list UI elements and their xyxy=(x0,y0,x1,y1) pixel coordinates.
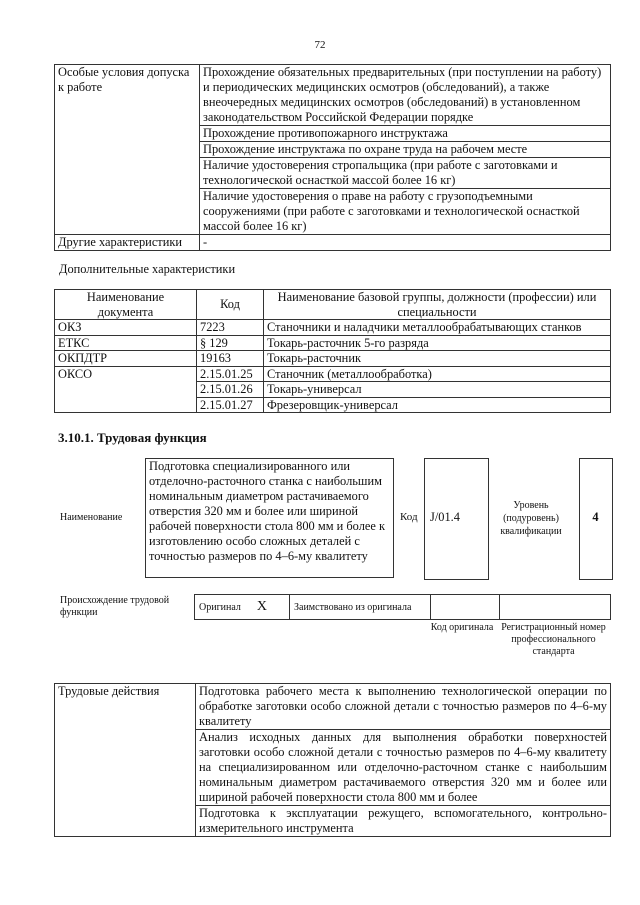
other-characteristics-label: Другие характеристики xyxy=(55,235,200,251)
name-cell: Станочник (металлообработка) xyxy=(264,366,611,382)
condition-item: Наличие удостоверения стропальщика (при работе с заготовками и технологической оснасткой массой более 16 кг) xyxy=(200,158,611,189)
doc-cell: ОКСО xyxy=(55,366,197,413)
condition-item: Прохождение противопожарного инструктажа xyxy=(200,126,611,142)
code-cell: 7223 xyxy=(197,320,264,336)
labour-action-item: Анализ исходных данных для выполнения обработки поверхностей заготовки особо сложной детали с точностью размеров по 4–6-му квалитету на специализированном или отделочно-расточном станке с наибольшим номинальным диаметром растачиваемого отверстия 320 мм и более или шириной рабочей поверхности стола 800 мм и более xyxy=(196,730,611,806)
table-row xyxy=(55,320,611,336)
name-cell: Токарь-универсал xyxy=(264,382,611,398)
table-row xyxy=(55,235,611,251)
code-cell: 2.15.01.25 xyxy=(197,366,264,382)
condition-item: Наличие удостоверения о праве на работу с грузоподъемными сооружениями (при работе с заготовками и технологической оснасткой массой более 16 кг) xyxy=(200,189,611,235)
name-cell: Станочники и наладчики металлообрабатывающих станков xyxy=(264,320,611,336)
original-code-cell xyxy=(431,595,500,620)
labour-actions-table xyxy=(54,683,611,837)
name-cell: Токарь-расточник xyxy=(264,351,611,367)
function-code-label: Код xyxy=(400,511,418,523)
special-conditions-table xyxy=(54,64,611,251)
code-cell: 2.15.01.26 xyxy=(197,382,264,398)
reg-number-caption: Регистрационный номер профессионального стандарта xyxy=(501,622,606,657)
labour-action-item: Подготовка рабочего места к выполнению технологической операции по обработке заготовки особо сложной детали с точностью размеров по 4–6-му квалитету xyxy=(196,684,611,730)
doc-cell: ОКЗ xyxy=(55,320,197,336)
original-mark: X xyxy=(256,599,268,614)
code-cell: § 129 xyxy=(197,335,264,351)
condition-item: Прохождение инструктажа по охране труда на рабочем месте xyxy=(200,142,611,158)
function-origin-label: Происхождение трудовой функции xyxy=(60,595,170,618)
table-header-row xyxy=(55,290,611,320)
additional-characteristics-heading: Дополнительные характеристики xyxy=(59,262,236,276)
code-cell: 19163 xyxy=(197,351,264,367)
table-row xyxy=(195,595,611,620)
table-row xyxy=(55,335,611,351)
condition-item: Прохождение обязательных предварительных (при поступлении на работу) и периодических медицинских осмотров (обследований), а также внеочередных медицинских осмотров (обследований) в установленном законодательством Российской Федерации порядке xyxy=(200,65,611,126)
borrowed-label: Заимствовано из оригинала xyxy=(290,595,431,620)
column-header-name: Наименование базовой группы, должности (профессии) или специальности xyxy=(264,290,611,320)
reg-number-cell xyxy=(500,595,611,620)
doc-cell: ОКПДТР xyxy=(55,351,197,367)
special-conditions-label: Особые условия допуска к работе xyxy=(55,65,200,235)
qualification-level-value: 4 xyxy=(592,510,599,524)
qualification-level-label: Уровень (подуровень) квалификации xyxy=(500,500,562,537)
doc-cell: ЕТКС xyxy=(55,335,197,351)
original-label: Оригинал xyxy=(199,602,241,613)
additional-characteristics-table xyxy=(54,289,611,413)
labour-action-item: Подготовка к эксплуатации режущего, вспомогательного, контрольно-измерительного инструмента xyxy=(196,806,611,837)
name-cell: Токарь-расточник 5-го разряда xyxy=(264,335,611,351)
other-characteristics-value: - xyxy=(200,235,611,251)
original-cell xyxy=(195,595,290,620)
code-cell: 2.15.01.27 xyxy=(197,397,264,413)
section-title: 3.10.1. Трудовая функция xyxy=(58,430,207,445)
labour-actions-label: Трудовые действия xyxy=(55,684,196,837)
function-name-value: Подготовка специализированного или отделочно-расточного станка с наибольшим номинальным диаметром растачиваемого отверстия 320 мм и более или шириной рабочей поверхности стола 800 мм и более к изготовлению особо сложных деталей с точностью размеров по 4–6-му квалитету xyxy=(145,458,394,578)
original-code-caption: Код оригинала xyxy=(430,622,494,633)
column-header-document: Наименование документа xyxy=(55,290,197,320)
table-row xyxy=(55,65,611,126)
function-origin-table xyxy=(194,594,611,620)
function-name-label: Наименование xyxy=(60,512,123,523)
table-row xyxy=(55,684,611,730)
table-row xyxy=(55,366,611,382)
name-cell: Фрезеровщик-универсал xyxy=(264,397,611,413)
table-row xyxy=(55,351,611,367)
function-code-value: J/01.4 xyxy=(430,510,460,524)
column-header-code: Код xyxy=(197,290,264,320)
page-number: 72 xyxy=(314,39,326,51)
